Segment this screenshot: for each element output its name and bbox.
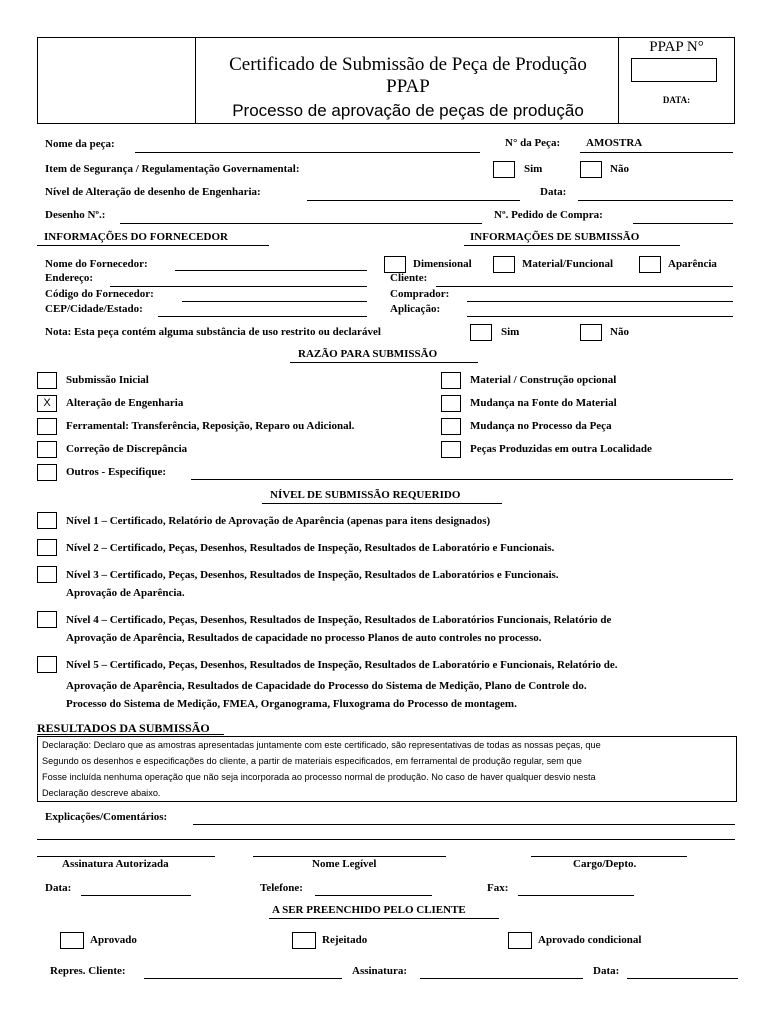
safety-yes-checkbox[interactable] (493, 161, 515, 178)
reason-other-location-label: Peças Produzidas em outra Localidade (470, 443, 652, 455)
material-functional-checkbox[interactable] (493, 256, 515, 273)
reason-optional-material-checkbox[interactable] (441, 372, 461, 389)
supplier-code-field[interactable] (182, 301, 367, 302)
customer-field[interactable] (436, 286, 733, 287)
customer-section-underline (269, 918, 499, 919)
supplier-heading-underline (37, 245, 269, 246)
level-2-label: Nível 2 – Certificado, Peças, Desenhos, Resultados de Inspeção, Resultados de Laboratório e Funcionais. (66, 542, 555, 554)
fax-label: Fax: (487, 882, 509, 894)
restricted-substance-note: Nota: Esta peça contém alguma substância de uso restrito ou declarável (45, 326, 381, 338)
level-5-label-line3: Processo do Sistema de Medição, FMEA, Organograma, Fluxograma do Processo de montagem. (66, 698, 517, 710)
reason-tooling-checkbox[interactable] (37, 418, 57, 435)
reason-heading-underline (290, 362, 478, 363)
level-5-label-line1: Nível 5 – Certificado, Peças, Desenhos, Resultados de Inspeção, Resultados de Laboratório e Funcionais, Relatório de. (66, 659, 618, 671)
reason-heading: RAZÃO PARA SUBMISSÃO (298, 348, 438, 360)
safety-no-label: Não (610, 163, 629, 175)
supplier-info-heading: INFORMAÇÕES DO FORNECEDOR (44, 231, 228, 243)
comments-field-line-1[interactable] (193, 824, 735, 825)
customer-section-heading: A SER PREENCHIDO PELO CLIENTE (272, 904, 466, 916)
customer-date-label: Data: (593, 965, 620, 977)
level-4-checkbox[interactable] (37, 611, 57, 628)
header-title (195, 54, 621, 98)
level-3-label-line2: Aprovação de Aparência. (66, 587, 185, 599)
customer-rep-field[interactable] (144, 978, 342, 979)
level-heading-underline (262, 503, 502, 504)
supplier-name-field[interactable] (175, 270, 367, 271)
customer-signature-field[interactable] (420, 978, 583, 979)
restricted-yes-checkbox[interactable] (470, 324, 492, 341)
ppap-number-field[interactable] (631, 58, 717, 82)
restricted-no-checkbox[interactable] (580, 324, 602, 341)
declaration-line-1: Declaração: Declaro que as amostras apresentadas juntamente com este certificado, são representativas de todas as nossas peças, que (42, 740, 601, 750)
customer-label: Cliente: (390, 272, 428, 284)
buyer-field[interactable] (467, 301, 733, 302)
submission-info-heading: INFORMAÇÕES DE SUBMISSÃO (470, 231, 640, 243)
header-date-label: DATA: (662, 95, 691, 105)
rejected-checkbox[interactable] (292, 932, 316, 949)
address-field[interactable] (110, 286, 367, 287)
reason-initial-label: Submissão Inicial (66, 374, 149, 386)
appearance-checkbox[interactable] (639, 256, 661, 273)
header-title-line2: PPAP (386, 76, 430, 97)
application-field[interactable] (467, 316, 733, 317)
restricted-yes-label: Sim (501, 326, 520, 338)
reason-process-change-label: Mudança no Processo da Peça (470, 420, 612, 432)
authorized-signature-label: Assinatura Autorizada (62, 858, 169, 870)
header-ppap-area (618, 38, 734, 123)
part-number-label: N° da Peça: (505, 137, 561, 149)
level-heading: NÍVEL DE SUBMISSÃO REQUERIDO (270, 489, 461, 501)
purchase-order-field[interactable] (633, 223, 733, 224)
comments-field-line-2[interactable] (37, 839, 735, 840)
fax-field[interactable] (518, 895, 634, 896)
restricted-no-label: Não (610, 326, 629, 338)
conditional-approval-checkbox[interactable] (508, 932, 532, 949)
approved-label: Aprovado (90, 934, 137, 946)
reason-other-field[interactable] (191, 479, 733, 480)
printed-name-label: Nome Legível (312, 858, 377, 870)
supplier-name-label: Nome do Fornecedor: (45, 258, 148, 270)
printed-name-field[interactable] (253, 856, 446, 857)
part-name-label: Nome da peça: (45, 138, 115, 150)
approved-checkbox[interactable] (60, 932, 84, 949)
appearance-label: Aparência (668, 258, 717, 270)
reason-tooling-label: Ferramental: Transferência, Reposição, Reparo ou Adicional. (66, 420, 355, 432)
reason-discrepancy-checkbox[interactable] (37, 441, 57, 458)
eng-change-date-label: Data: (540, 186, 567, 198)
safety-yes-label: Sim (524, 163, 543, 175)
reason-engineering-change-checkbox[interactable]: X (37, 395, 57, 412)
signature-date-field[interactable] (81, 895, 191, 896)
level-4-label-line2: Aprovação de Aparência, Resultados de capacidade no processo Planos de auto controles no processo. (66, 632, 542, 644)
level-5-checkbox[interactable] (37, 656, 57, 673)
buyer-label: Comprador: (390, 288, 450, 300)
part-name-field[interactable] (135, 152, 480, 153)
title-dept-label: Cargo/Depto. (573, 858, 637, 870)
address-label: Endereço: (45, 272, 94, 284)
level-2-checkbox[interactable] (37, 539, 57, 556)
level-3-checkbox[interactable] (37, 566, 57, 583)
safety-no-checkbox[interactable] (580, 161, 602, 178)
authorized-signature-field[interactable] (37, 856, 215, 857)
reason-material-source-checkbox[interactable] (441, 395, 461, 412)
header-title-line1: Certificado de Submissão de Peça de Produção (229, 54, 587, 75)
level-1-label: Nível 1 – Certificado, Relatório de Aprovação de Aparência (apenas para itens designados) (66, 515, 491, 527)
header-logo-area (38, 38, 196, 123)
part-number-value: AMOSTRA (586, 137, 643, 149)
phone-label: Telefone: (260, 882, 303, 894)
title-dept-field[interactable] (531, 856, 687, 857)
declaration-box (37, 736, 737, 802)
customer-signature-label: Assinatura: (352, 965, 408, 977)
conditional-approval-label: Aprovado condicional (538, 934, 642, 946)
cep-label: CEP/Cidade/Estado: (45, 303, 143, 315)
level-5-label-line2: Aprovação de Aparência, Resultados de Capacidade do Processo do Sistema de Medição, Plano de Controle do. (66, 680, 587, 692)
submission-heading-underline (464, 245, 680, 246)
declaration-line-4: Declaração descreve abaixo. (42, 788, 161, 798)
material-functional-label: Material/Funcional (522, 258, 614, 270)
reason-optional-material-label: Material / Construção opcional (470, 374, 617, 386)
rejected-label: Rejeitado (322, 934, 368, 946)
level-4-label-line1: Nível 4 – Certificado, Peças, Desenhos, Resultados de Inspeção, Resultados de Laboratórios Funcionais, Relatório de (66, 614, 612, 626)
ppap-number-label: PPAP N° (649, 39, 704, 55)
reason-discrepancy-label: Correção de Discrepância (66, 443, 188, 455)
customer-rep-label: Repres. Cliente: (50, 965, 126, 977)
dimensional-label: Dimensional (413, 258, 472, 270)
dimensional-checkbox[interactable] (384, 256, 406, 273)
results-heading: RESULTADOS DA SUBMISSÃO (37, 721, 210, 735)
reason-other-location-checkbox[interactable] (441, 441, 461, 458)
header-subtitle: Processo de aprovação de peças de produção (232, 101, 584, 120)
header-box (37, 37, 735, 124)
phone-field[interactable] (315, 895, 432, 896)
drawing-number-field[interactable] (120, 223, 482, 224)
reason-process-change-checkbox[interactable] (441, 418, 461, 435)
declaration-line-3: Fosse incluída nenhuma operação que não seja incorporada ao processo normal de produção. No caso de haver qualquer desvio nesta (42, 772, 596, 782)
reason-engineering-change-label: Alteração de Engenharia (66, 397, 184, 409)
cep-field[interactable] (158, 316, 367, 317)
reason-other-checkbox[interactable] (37, 464, 57, 481)
level-1-checkbox[interactable] (37, 512, 57, 529)
safety-item-label: Item de Segurança / Regulamentação Governamental: (45, 163, 300, 175)
customer-date-field[interactable] (627, 978, 738, 979)
declaration-line-2: Segundo os desenhos e especificações do cliente, a partir de materiais especificados, em ferramental de produção regular, sem que (42, 756, 582, 766)
purchase-order-label: Nº. Pedido de Compra: (494, 209, 603, 221)
results-heading-underline (37, 734, 224, 735)
reason-material-source-label: Mudança na Fonte do Material (470, 397, 617, 409)
comments-label: Explicações/Comentários: (45, 811, 168, 823)
drawing-number-label: Desenho Nº.: (45, 209, 106, 221)
eng-change-level-label: Nível de Alteração de desenho de Engenharia: (45, 186, 261, 198)
supplier-code-label: Código do Fornecedor: (45, 288, 154, 300)
reason-other-label: Outros - Especifique: (66, 466, 167, 478)
application-label: Aplicação: (390, 303, 441, 315)
signature-date-label: Data: (45, 882, 72, 894)
part-number-field[interactable] (580, 152, 733, 153)
reason-initial-checkbox[interactable] (37, 372, 57, 389)
eng-change-date-field[interactable] (578, 200, 733, 201)
eng-change-level-field[interactable] (307, 200, 520, 201)
level-3-label-line1: Nível 3 – Certificado, Peças, Desenhos, Resultados de Inspeção, Resultados de Laboratórios e Funcionais. (66, 569, 559, 581)
